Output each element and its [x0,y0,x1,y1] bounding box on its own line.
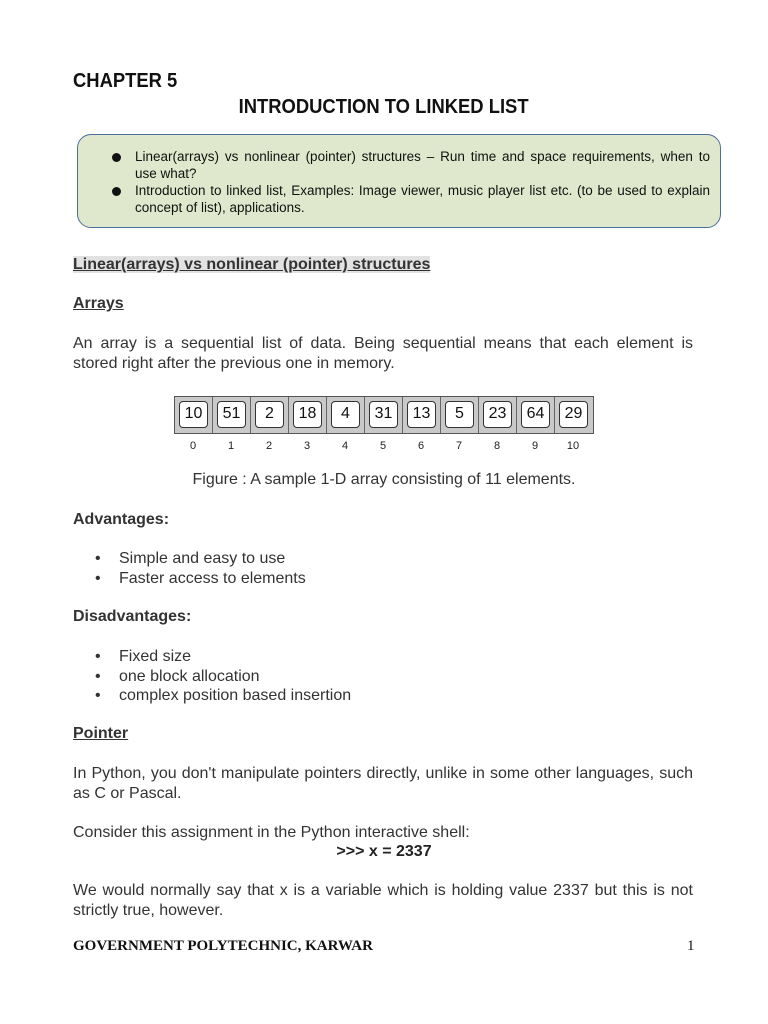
syllabus-box [77,134,721,228]
array-cell [289,397,327,433]
array-cell [403,397,441,433]
pointer-heading: Pointer [73,725,129,742]
syllabus-item-text: Introduction to linked list, Examples: Image viewer, music player list etc. (to be used to explain concept of list), applications. [135,183,710,215]
advantages-heading: Advantages: [73,511,170,528]
page-title-text: INTRODUCTION TO LINKED LIST [239,96,529,118]
array-cell [175,397,213,433]
array-cell [479,397,517,433]
array-value: 10 [179,401,208,428]
syllabus-item [112,183,710,216]
array-value: 5 [445,401,474,428]
bullet-icon [112,153,121,162]
page-title [0,96,768,119]
array-value: 4 [331,401,360,428]
syllabus-item [112,149,710,182]
array-value: 29 [559,401,588,428]
array-cell [213,397,251,433]
list-item: • Faster access to elements [95,569,306,589]
array-cell [327,397,365,433]
array-cell [517,397,555,433]
section-heading-text: Linear(arrays) vs nonlinear (pointer) structures [73,256,431,273]
array-value: 64 [521,401,550,428]
array-index: 10 [566,440,580,452]
advantages-list [95,549,306,588]
array-value: 13 [407,401,436,428]
list-item: • complex position based insertion [95,686,351,706]
array-index: 2 [265,440,273,452]
array-index: 8 [493,440,501,452]
array-index: 9 [531,440,539,452]
array-cell [365,397,403,433]
syllabus-list [112,149,710,217]
figure-caption: Figure : A sample 1-D array consisting of 11 elements. [192,471,576,488]
closing-paragraph: We would normally say that x is a variable which is holding value 2337 but this is not strictly true, however. [73,882,693,919]
arrays-paragraph: An array is a sequential list of data. Being sequential means that each element is stored right after the previous one in memory. [73,335,693,372]
array-value: 2 [255,401,284,428]
array-value: 31 [369,401,398,428]
bullet-icon [112,187,121,196]
array-index: 7 [455,440,463,452]
section-heading [73,256,430,274]
syllabus-item-text: Linear(arrays) vs nonlinear (pointer) structures – Run time and space requirements, when to use what? [135,149,710,181]
array-cell [555,397,593,433]
pointer-paragraph: In Python, you don't manipulate pointers directly, unlike in some other languages, such as C or Pascal. [73,765,693,802]
disadvantages-list [95,647,351,706]
disadvantages-heading: Disadvantages: [73,608,192,625]
chapter-label: CHAPTER 5 [73,70,178,92]
footer-institution: GOVERNMENT POLYTECHNIC, KARWAR [73,938,373,954]
array-value: 51 [217,401,246,428]
list-item: • Simple and easy to use [95,549,306,569]
array-value: 18 [293,401,322,428]
array-index: 5 [379,440,387,452]
consider-paragraph: Consider this assignment in the Python interactive shell: [73,824,470,841]
array-figure [174,396,594,434]
arrays-heading: Arrays [73,295,124,312]
array-cell [441,397,479,433]
page-number: 1 [687,938,695,954]
array-index: 6 [417,440,425,452]
list-item: • Fixed size [95,647,351,667]
array-value: 23 [483,401,512,428]
array-index: 4 [341,440,349,452]
array-cell [251,397,289,433]
list-item: • one block allocation [95,667,351,687]
array-index: 1 [227,440,235,452]
array-index: 0 [189,440,197,452]
code-snippet: >>> x = 2337 [336,843,432,860]
array-index: 3 [303,440,311,452]
